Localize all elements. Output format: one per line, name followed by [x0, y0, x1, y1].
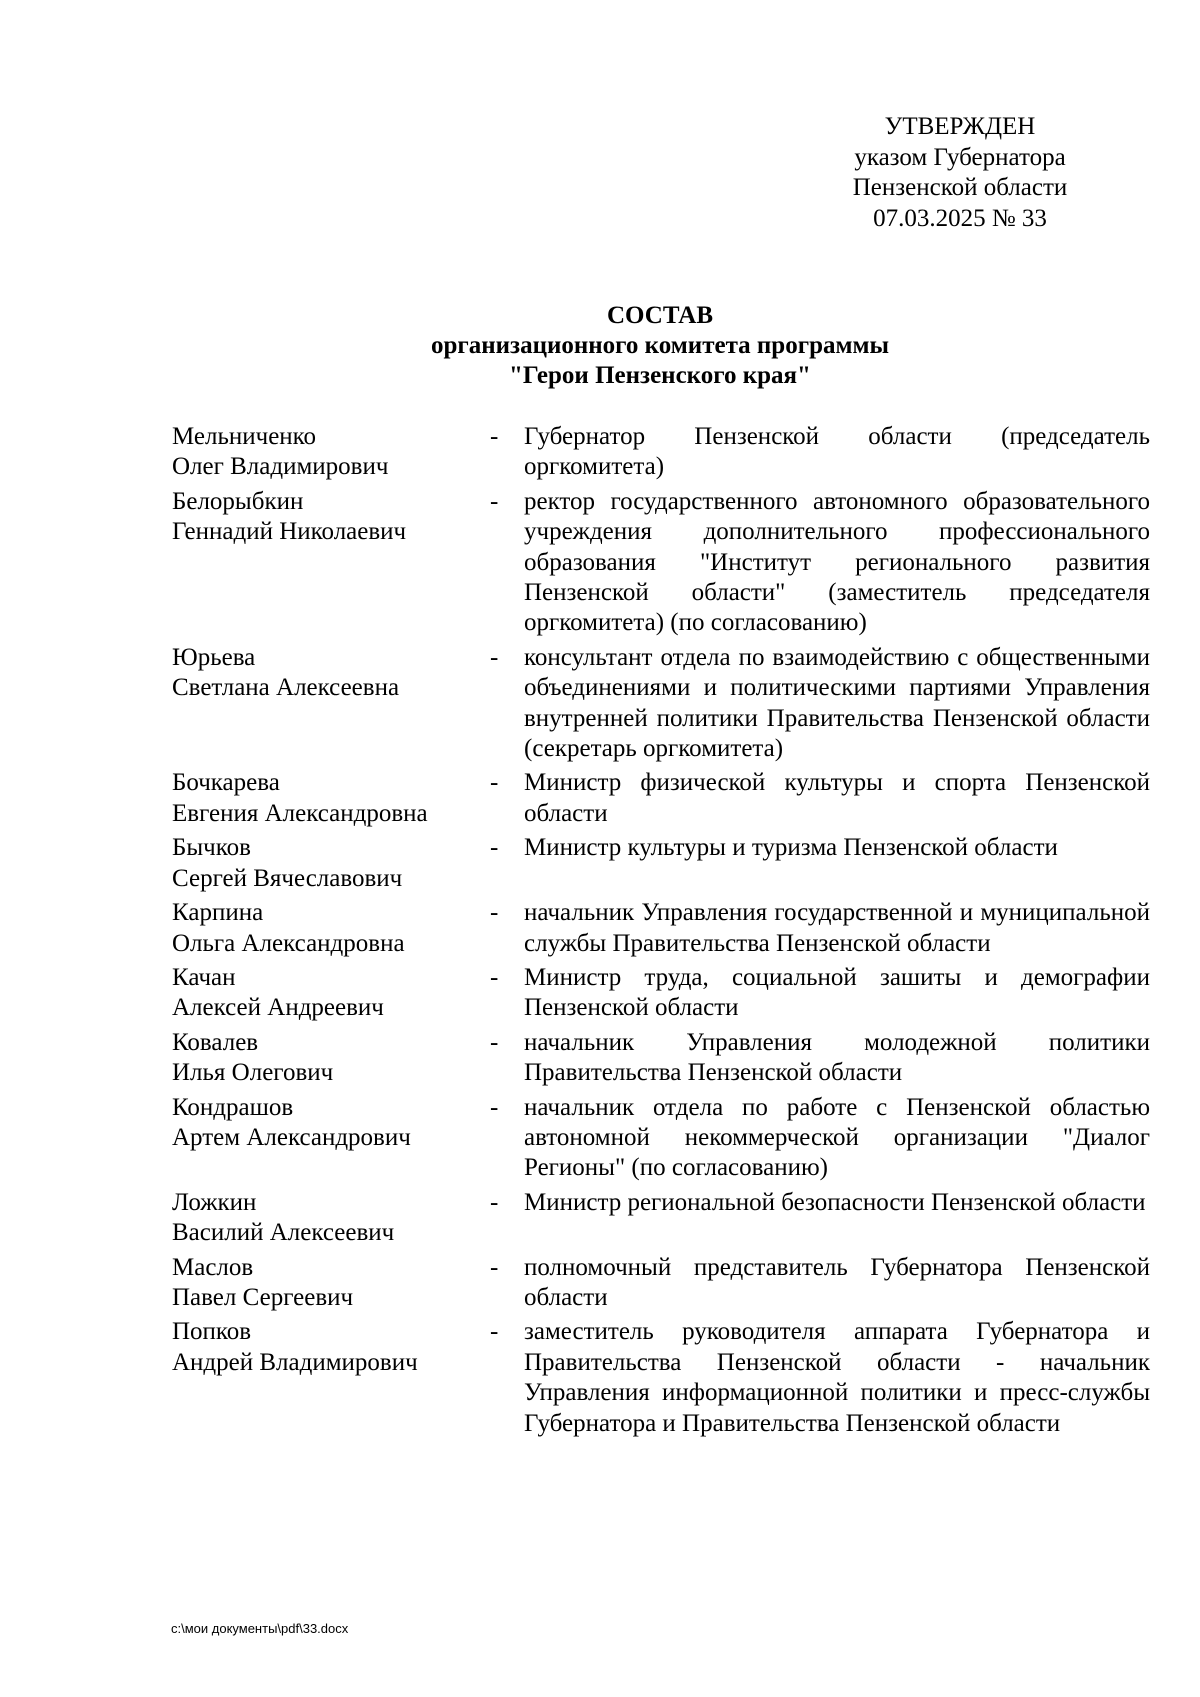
member-surname: Бычков	[172, 834, 251, 862]
member-dash: -	[490, 1188, 499, 1216]
member-given-names: Артем Александрович	[172, 1123, 411, 1151]
member-name	[172, 1188, 490, 1249]
member-name	[172, 487, 490, 639]
member-surname: Бочкарева	[172, 769, 280, 797]
member-name	[172, 1093, 490, 1184]
member-surname: Ложкин	[172, 1188, 257, 1216]
member-role: консультант отдела по взаимодействию с общественными объединениями и политическими партиями Управления внутренней политики Правительства Пензенской области (секретарь оргкомитета)	[524, 643, 1150, 763]
member-given-names: Светлана Алексеевна	[172, 674, 400, 702]
member-dash: -	[490, 487, 499, 515]
title-program-name: "Герои Пензенского края"	[509, 362, 811, 389]
member-row	[172, 1188, 1150, 1249]
approval-date-number: 07.03.2025 № 33	[873, 204, 1047, 232]
member-role: заместитель руководителя аппарата Губернатора и Правительства Пензенской области - начальник Управления информационной политики и пресс-службы Губернатора и Правительства Пензенской области	[524, 1318, 1150, 1437]
member-surname: Белорыбкин	[172, 487, 304, 515]
member-surname: Попков	[172, 1318, 252, 1346]
approval-decree: указом Губернатора	[854, 143, 1066, 171]
member-name	[172, 1028, 490, 1089]
member-name	[172, 1253, 490, 1314]
member-given-names: Евгения Александровна	[172, 799, 428, 827]
member-name	[172, 898, 490, 959]
committee-member-list	[172, 422, 1150, 1443]
member-dash: -	[490, 1253, 499, 1281]
member-role: Министр региональной безопасности Пензенской области	[524, 1188, 1146, 1216]
member-surname: Ковалев	[172, 1028, 259, 1056]
title-heading: СОСТАВ	[606, 302, 714, 329]
member-name	[172, 1317, 490, 1439]
member-given-names: Олег Владимирович	[172, 453, 389, 481]
member-row	[172, 833, 1150, 894]
member-name	[172, 833, 490, 894]
member-given-names: Алексей Андреевич	[172, 994, 384, 1022]
member-row	[172, 1093, 1150, 1184]
member-surname: Качан	[172, 963, 236, 991]
member-row	[172, 1028, 1150, 1089]
member-name	[172, 768, 490, 829]
member-name	[172, 963, 490, 1024]
member-given-names: Ольга Александровна	[172, 929, 405, 957]
member-row	[172, 487, 1150, 639]
member-role: ректор государственного автономного образовательного учреждения дополнительного профессионального образования "Институт регионального развития Пензенской области" (заместитель председателя оргкомитета) (по согласованию)	[524, 487, 1150, 637]
member-dash: -	[490, 1318, 499, 1346]
member-role: начальник отдела по работе с Пензенской областью автономной некоммерческой организации "Диалог Регионы" (по согласованию)	[524, 1093, 1150, 1182]
member-role: Министр труда, социальной зашиты и демографии Пензенской области	[524, 963, 1150, 1022]
member-role: полномочный представитель Губернатора Пензенской области	[524, 1253, 1150, 1311]
member-role: Министр физической культуры и спорта Пензенской области	[524, 769, 1150, 827]
member-surname: Юрьева	[172, 643, 256, 671]
member-row	[172, 963, 1150, 1024]
member-row	[172, 1317, 1150, 1439]
member-dash: -	[490, 834, 499, 862]
member-row	[172, 898, 1150, 959]
member-dash: -	[490, 769, 499, 797]
member-dash: -	[490, 1093, 499, 1121]
member-surname: Карпина	[172, 899, 264, 927]
member-dash: -	[490, 963, 499, 991]
approval-region: Пензенской области	[852, 174, 1068, 201]
title-subheading: организационного комитета программы	[430, 332, 890, 359]
member-role: Министр культуры и туризма Пензенской области	[524, 834, 1058, 862]
member-dash: -	[490, 643, 499, 671]
footer-file-path: c:\мои документы\pdf\33.docx	[171, 1621, 349, 1636]
member-surname: Кондрашов	[172, 1093, 294, 1121]
member-given-names: Сергей Вячеславович	[172, 864, 403, 892]
approval-status: УТВЕРЖДЕН	[884, 113, 1036, 140]
member-surname: Мельниченко	[172, 423, 317, 450]
member-dash: -	[490, 1028, 499, 1056]
member-given-names: Павел Сергеевич	[172, 1283, 354, 1311]
document-title	[0, 301, 1200, 391]
member-role: начальник Управления государственной и муниципальной службы Правительства Пензенской области	[524, 899, 1150, 957]
member-row	[172, 422, 1150, 483]
member-surname: Маслов	[172, 1253, 254, 1281]
member-row	[172, 768, 1150, 829]
member-row	[172, 643, 1150, 765]
member-name	[172, 422, 490, 483]
member-dash: -	[490, 423, 499, 450]
member-given-names: Геннадий Николаевич	[172, 518, 407, 546]
member-name	[172, 643, 490, 765]
member-row	[172, 1253, 1150, 1314]
member-dash: -	[490, 899, 499, 927]
member-role: Губернатор Пензенской области (председатель оргкомитета)	[524, 423, 1150, 481]
member-given-names: Андрей Владимирович	[172, 1348, 418, 1376]
member-role: начальник Управления молодежной политики Правительства Пензенской области	[524, 1028, 1150, 1087]
approval-stamp	[838, 112, 1082, 234]
member-given-names: Василий Алексеевич	[172, 1219, 395, 1247]
member-given-names: Илья Олегович	[172, 1059, 334, 1087]
